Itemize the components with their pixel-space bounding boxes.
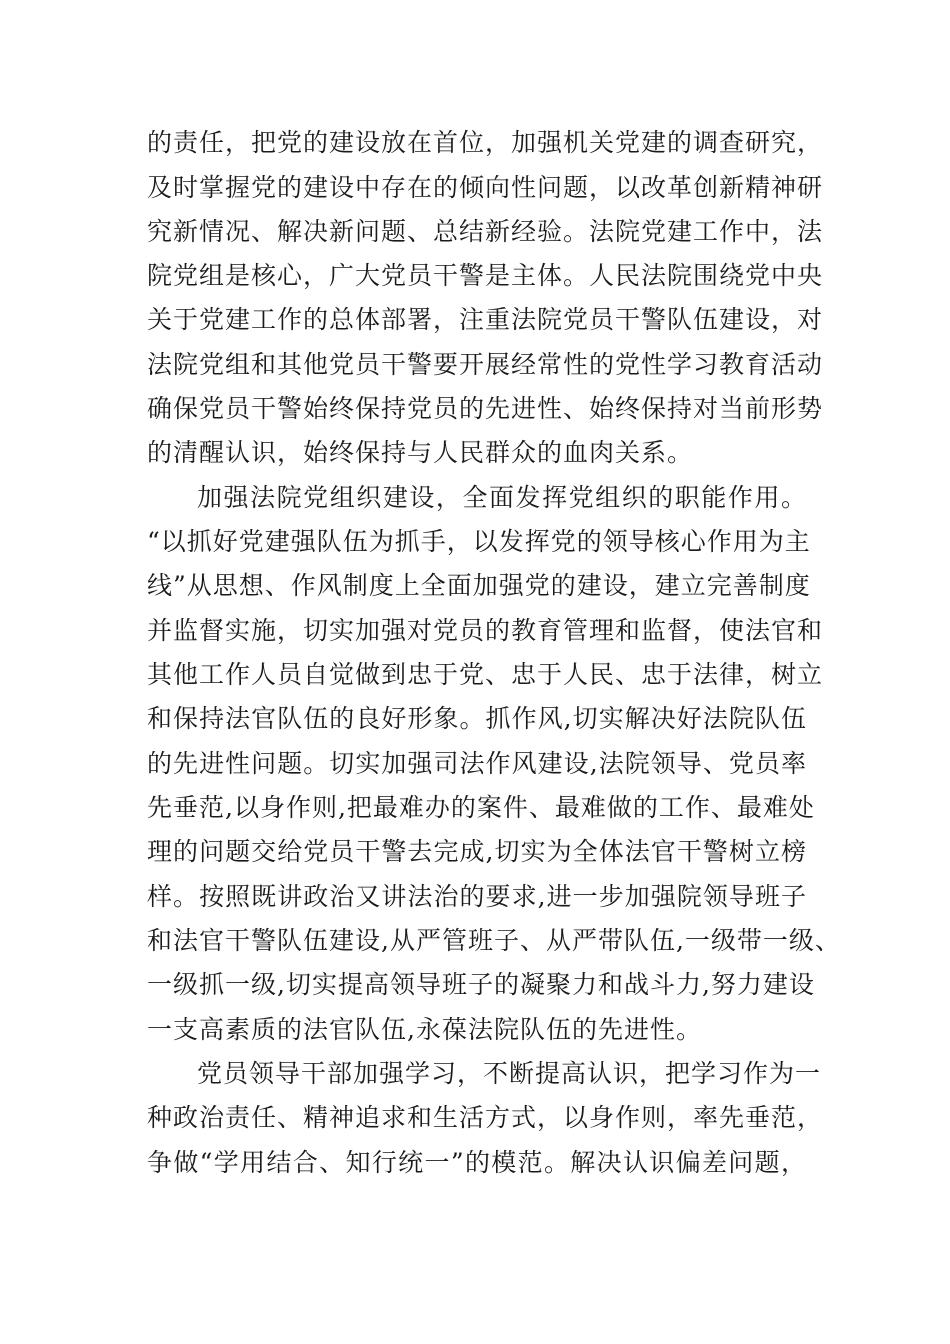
paragraph-first-line: 党员领导干部加强学习，不断提高认识，把学习作为一	[197, 1059, 822, 1088]
text-line: 及时掌握党的建设中存在的倾向性问题，以改革创新精神研	[147, 173, 824, 202]
text-line: 理的问题交给党员干警去完成,切实为全体法官干警树立榜	[147, 837, 807, 866]
text-line: 的责任，把党的建设放在首位，加强机关党建的调查研究，	[147, 128, 824, 157]
text-line: 一级抓一级,切实提高领导班子的凝聚力和战斗力,努力建设	[147, 970, 815, 999]
text-line: “以抓好党建强队伍为抓手，以发挥党的领导核心作用为主	[147, 527, 811, 556]
text-line: 并监督实施，切实加强对党员的教育管理和监督，使法官和	[147, 616, 824, 645]
text-line: 争做“学用结合、知行统一”的模范。解决认识偏差问题，	[147, 1148, 807, 1177]
text-line: 一支高素质的法官队伍,永葆法院队伍的先进性。	[147, 1015, 702, 1044]
text-line: 和保持法官队伍的良好形象。抓作风,切实解决好法院队伍	[147, 704, 807, 733]
text-line: 法院党组和其他党员干警要开展经常性的党性学习教育活动	[147, 350, 824, 379]
text-line: 院党组是核心，广大党员干警是主体。人民法院围绕党中央	[147, 261, 824, 290]
text-line: 确保党员干警始终保持党员的先进性、始终保持对当前形势	[147, 394, 824, 423]
text-line: 样。按照既讲政治又讲法治的要求,进一步加强院领导班子	[147, 882, 807, 911]
text-line: 先垂范,以身作则,把最难办的案件、最难做的工作、最难处	[147, 793, 815, 822]
text-line: 究新情况、解决新问题、总结新经验。法院党建工作中，法	[147, 217, 824, 246]
paragraph-first-line: 加强法院党组织建设，全面发挥党组织的职能作用。	[197, 483, 807, 512]
text-line: 的先进性问题。切实加强司法作风建设,法院领导、党员率	[147, 749, 807, 778]
text-line: 的清醒认识，始终保持与人民群众的血肉关系。	[147, 438, 694, 467]
text-line: 线”从思想、作风制度上全面加强党的建设，建立完善制度	[147, 571, 811, 600]
text-line: 关于党建工作的总体部署，注重法院党员干警队伍建设，对	[147, 305, 824, 334]
text-line: 其他工作人员自觉做到忠于党、忠于人民、忠于法律，树立	[147, 660, 824, 689]
text-line: 种政治责任、精神追求和生活方式，以身作则，率先垂范，	[147, 1103, 824, 1132]
text-line: 和法官干警队伍建设,从严管班子、从严带队伍,一级带一级、	[147, 926, 841, 955]
